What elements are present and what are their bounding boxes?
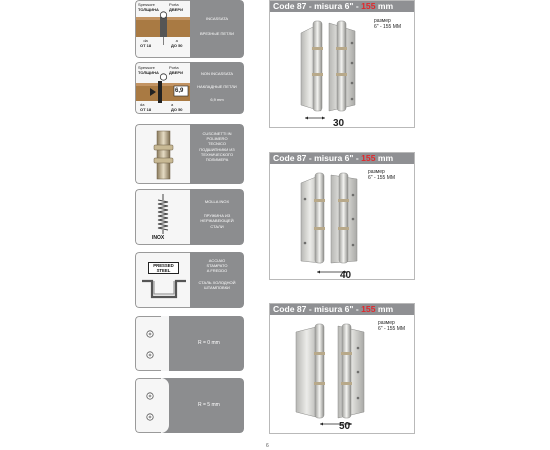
- feature-card-radius-5: [135, 378, 244, 433]
- pressed-steel-badge: PRESSED STEEL: [148, 262, 179, 274]
- radius-5-label: R = 5 mm: [198, 402, 220, 408]
- bushing-diagram: [135, 124, 190, 184]
- rounded-corner-diagram: [135, 378, 161, 433]
- dimension-label: 40: [340, 270, 352, 281]
- product-title: Code 87 - misura 6" - 155 mm: [270, 153, 414, 164]
- product-size-note: размер 6" - 155 ММ: [374, 18, 402, 30]
- thickness-label: Spessore ТОЛЩИНА: [138, 65, 159, 75]
- feature-card-bushings: [135, 124, 244, 184]
- feature-card-recessed: [135, 0, 244, 58]
- recessed-diagram: [135, 0, 190, 58]
- surface-diagram: [135, 62, 190, 114]
- square-corner-diagram: [135, 316, 161, 371]
- feature-card-pressed: [135, 252, 244, 308]
- surface-description: NON INCASSATA НАКЛАДНЫЕ ПЕТЛИ 6,9 mm: [190, 62, 244, 114]
- spring-diagram: [135, 189, 190, 245]
- feature-card-radius-0: [135, 316, 244, 371]
- door-label: Porta ДВЕРИ: [169, 2, 183, 12]
- hinge-image: [295, 17, 365, 129]
- pressed-description: ACCIAIO STAMPATO A FREDDO СТАЛЬ ХОЛОДНОЙ ШТАМПОВКИ: [190, 252, 244, 308]
- pressed-diagram: [135, 252, 190, 308]
- feature-card-surface: [135, 62, 244, 114]
- range-from: da ОТ 18: [140, 102, 152, 112]
- range-to: a ДО 50: [171, 102, 183, 112]
- door-label: Porta ДВЕРИ: [169, 65, 183, 75]
- thickness-label: Spessore ТОЛЩИНА: [138, 2, 159, 12]
- range-to: a ДО 50: [171, 38, 183, 48]
- inox-badge: INOX: [152, 235, 165, 241]
- square-corner-edge: [161, 316, 169, 371]
- radius-5-panel: [161, 378, 244, 433]
- bushing-icon: [136, 125, 191, 184]
- product-panel-30: [269, 0, 415, 128]
- page-number: 6: [266, 443, 269, 449]
- radius-0-panel: [161, 316, 244, 371]
- hinge-image: [295, 169, 365, 281]
- dimension-label: 30: [333, 118, 345, 129]
- screw-holes-icon: [136, 317, 162, 371]
- product-title: Code 87 - misura 6" - 155 mm: [270, 304, 414, 315]
- rounded-corner-edge: [161, 378, 169, 433]
- thickness-badge: 6,9: [175, 88, 184, 94]
- range-from: da ОТ 18: [140, 38, 152, 48]
- screw-holes-icon: [136, 379, 162, 433]
- feature-card-spring: [135, 189, 244, 245]
- product-size-note: размер 6" - 155 ММ: [378, 320, 406, 332]
- recessed-description: INCASSATA ВРЕЗНЫЕ ПЕТЛИ: [190, 0, 244, 58]
- product-panel-50: [269, 303, 415, 434]
- product-size-note: размер 6" - 155 ММ: [368, 169, 396, 181]
- bushings-description: CUSCINETTI IN POLIMERO TECNICO ПОДШИПНИКИ ИЗ ТЕХНИЧЕСКОГО ПОЛИМЕРА: [190, 124, 244, 184]
- radius-0-label: R = 0 mm: [198, 340, 220, 346]
- product-title: Code 87 - misura 6" - 155 mm: [270, 1, 414, 12]
- hinge-image: [290, 320, 370, 432]
- dimension-label: 50: [339, 421, 351, 432]
- product-panel-40: [269, 152, 415, 280]
- spring-description: MOLLA INOX ПРУЖИНА ИЗ НЕРЖАВЕЮЩЕЙ СТАЛИ: [190, 189, 244, 245]
